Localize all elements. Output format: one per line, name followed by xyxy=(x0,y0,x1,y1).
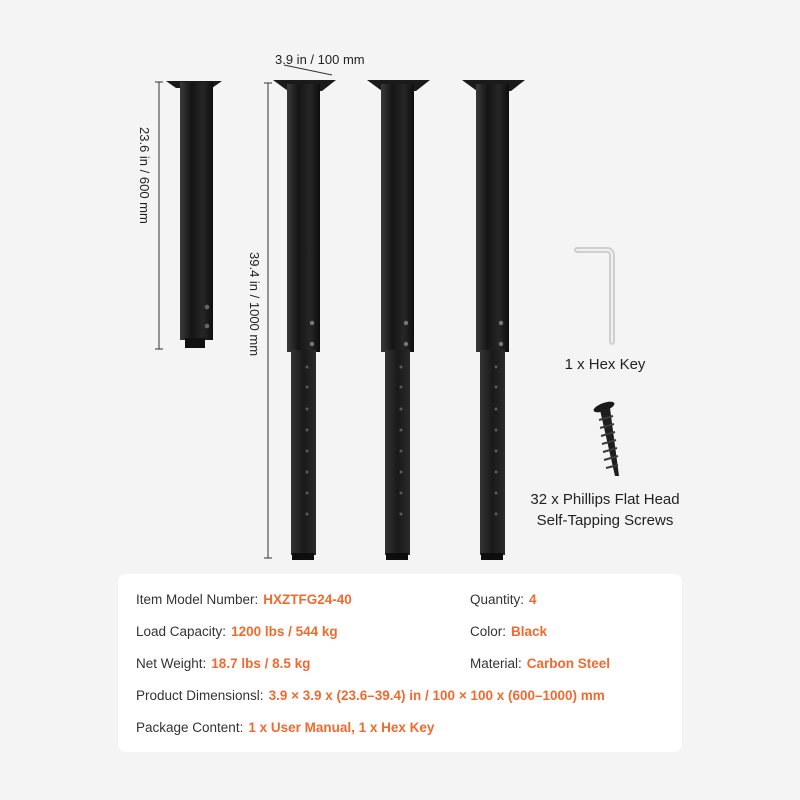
collapsed-leg xyxy=(166,81,222,348)
spec-material-value: Carbon Steel xyxy=(526,656,611,671)
spec-quantity-value: 4 xyxy=(529,592,537,607)
spec-color-label: Color: xyxy=(470,624,507,639)
spec-quantity xyxy=(470,592,537,607)
spec-material-label: Material: xyxy=(470,656,522,671)
screws-label-line2: Self-Tapping Screws xyxy=(536,512,674,529)
extended-height-label: 39.4 in / 1000 mm xyxy=(247,252,262,357)
extended-leg-1 xyxy=(273,80,336,560)
screw-image xyxy=(592,399,619,476)
spec-color xyxy=(470,624,547,639)
extended-leg-3 xyxy=(462,80,525,560)
spec-dimensions xyxy=(136,688,605,703)
spec-package-value: 1 x User Manual, 1 x Hex Key xyxy=(248,720,435,735)
spec-color-value: Black xyxy=(511,624,548,639)
spec-dimensions-label: Product Dimensionsl: xyxy=(136,688,264,703)
spec-material xyxy=(470,656,610,671)
collapsed-height-label: 23.6 in / 600 mm xyxy=(137,127,152,224)
spec-weight-label: Net Weight: xyxy=(136,656,207,671)
collapsed-height-dimension xyxy=(155,82,163,349)
spec-model xyxy=(136,592,352,607)
spec-quantity-label: Quantity: xyxy=(470,592,525,607)
spec-load xyxy=(136,624,338,639)
width-label: 3.9 in / 100 mm xyxy=(275,52,365,67)
spec-package xyxy=(136,720,434,735)
extended-height-dimension xyxy=(264,83,272,558)
spec-load-label: Load Capacity: xyxy=(136,624,227,639)
spec-model-value: HXZTFG24-40 xyxy=(263,592,352,607)
spec-dimensions-value: 3.9 × 3.9 x (23.6–39.4) in / 100 × 100 x (600–1000) mm xyxy=(268,688,605,703)
specifications-card xyxy=(118,574,682,752)
spec-package-label: Package Content: xyxy=(136,720,244,735)
extended-leg-2 xyxy=(367,80,430,560)
spec-load-value: 1200 lbs / 544 kg xyxy=(231,624,338,639)
spec-weight xyxy=(136,656,310,671)
hex-key-image xyxy=(577,250,612,342)
spec-model-label: Item Model Number: xyxy=(136,592,259,607)
screws-label-line1: 32 x Phillips Flat Head xyxy=(530,491,680,508)
hex-key-label: 1 x Hex Key xyxy=(564,356,646,373)
spec-weight-value: 18.7 lbs / 8.5 kg xyxy=(211,656,311,671)
